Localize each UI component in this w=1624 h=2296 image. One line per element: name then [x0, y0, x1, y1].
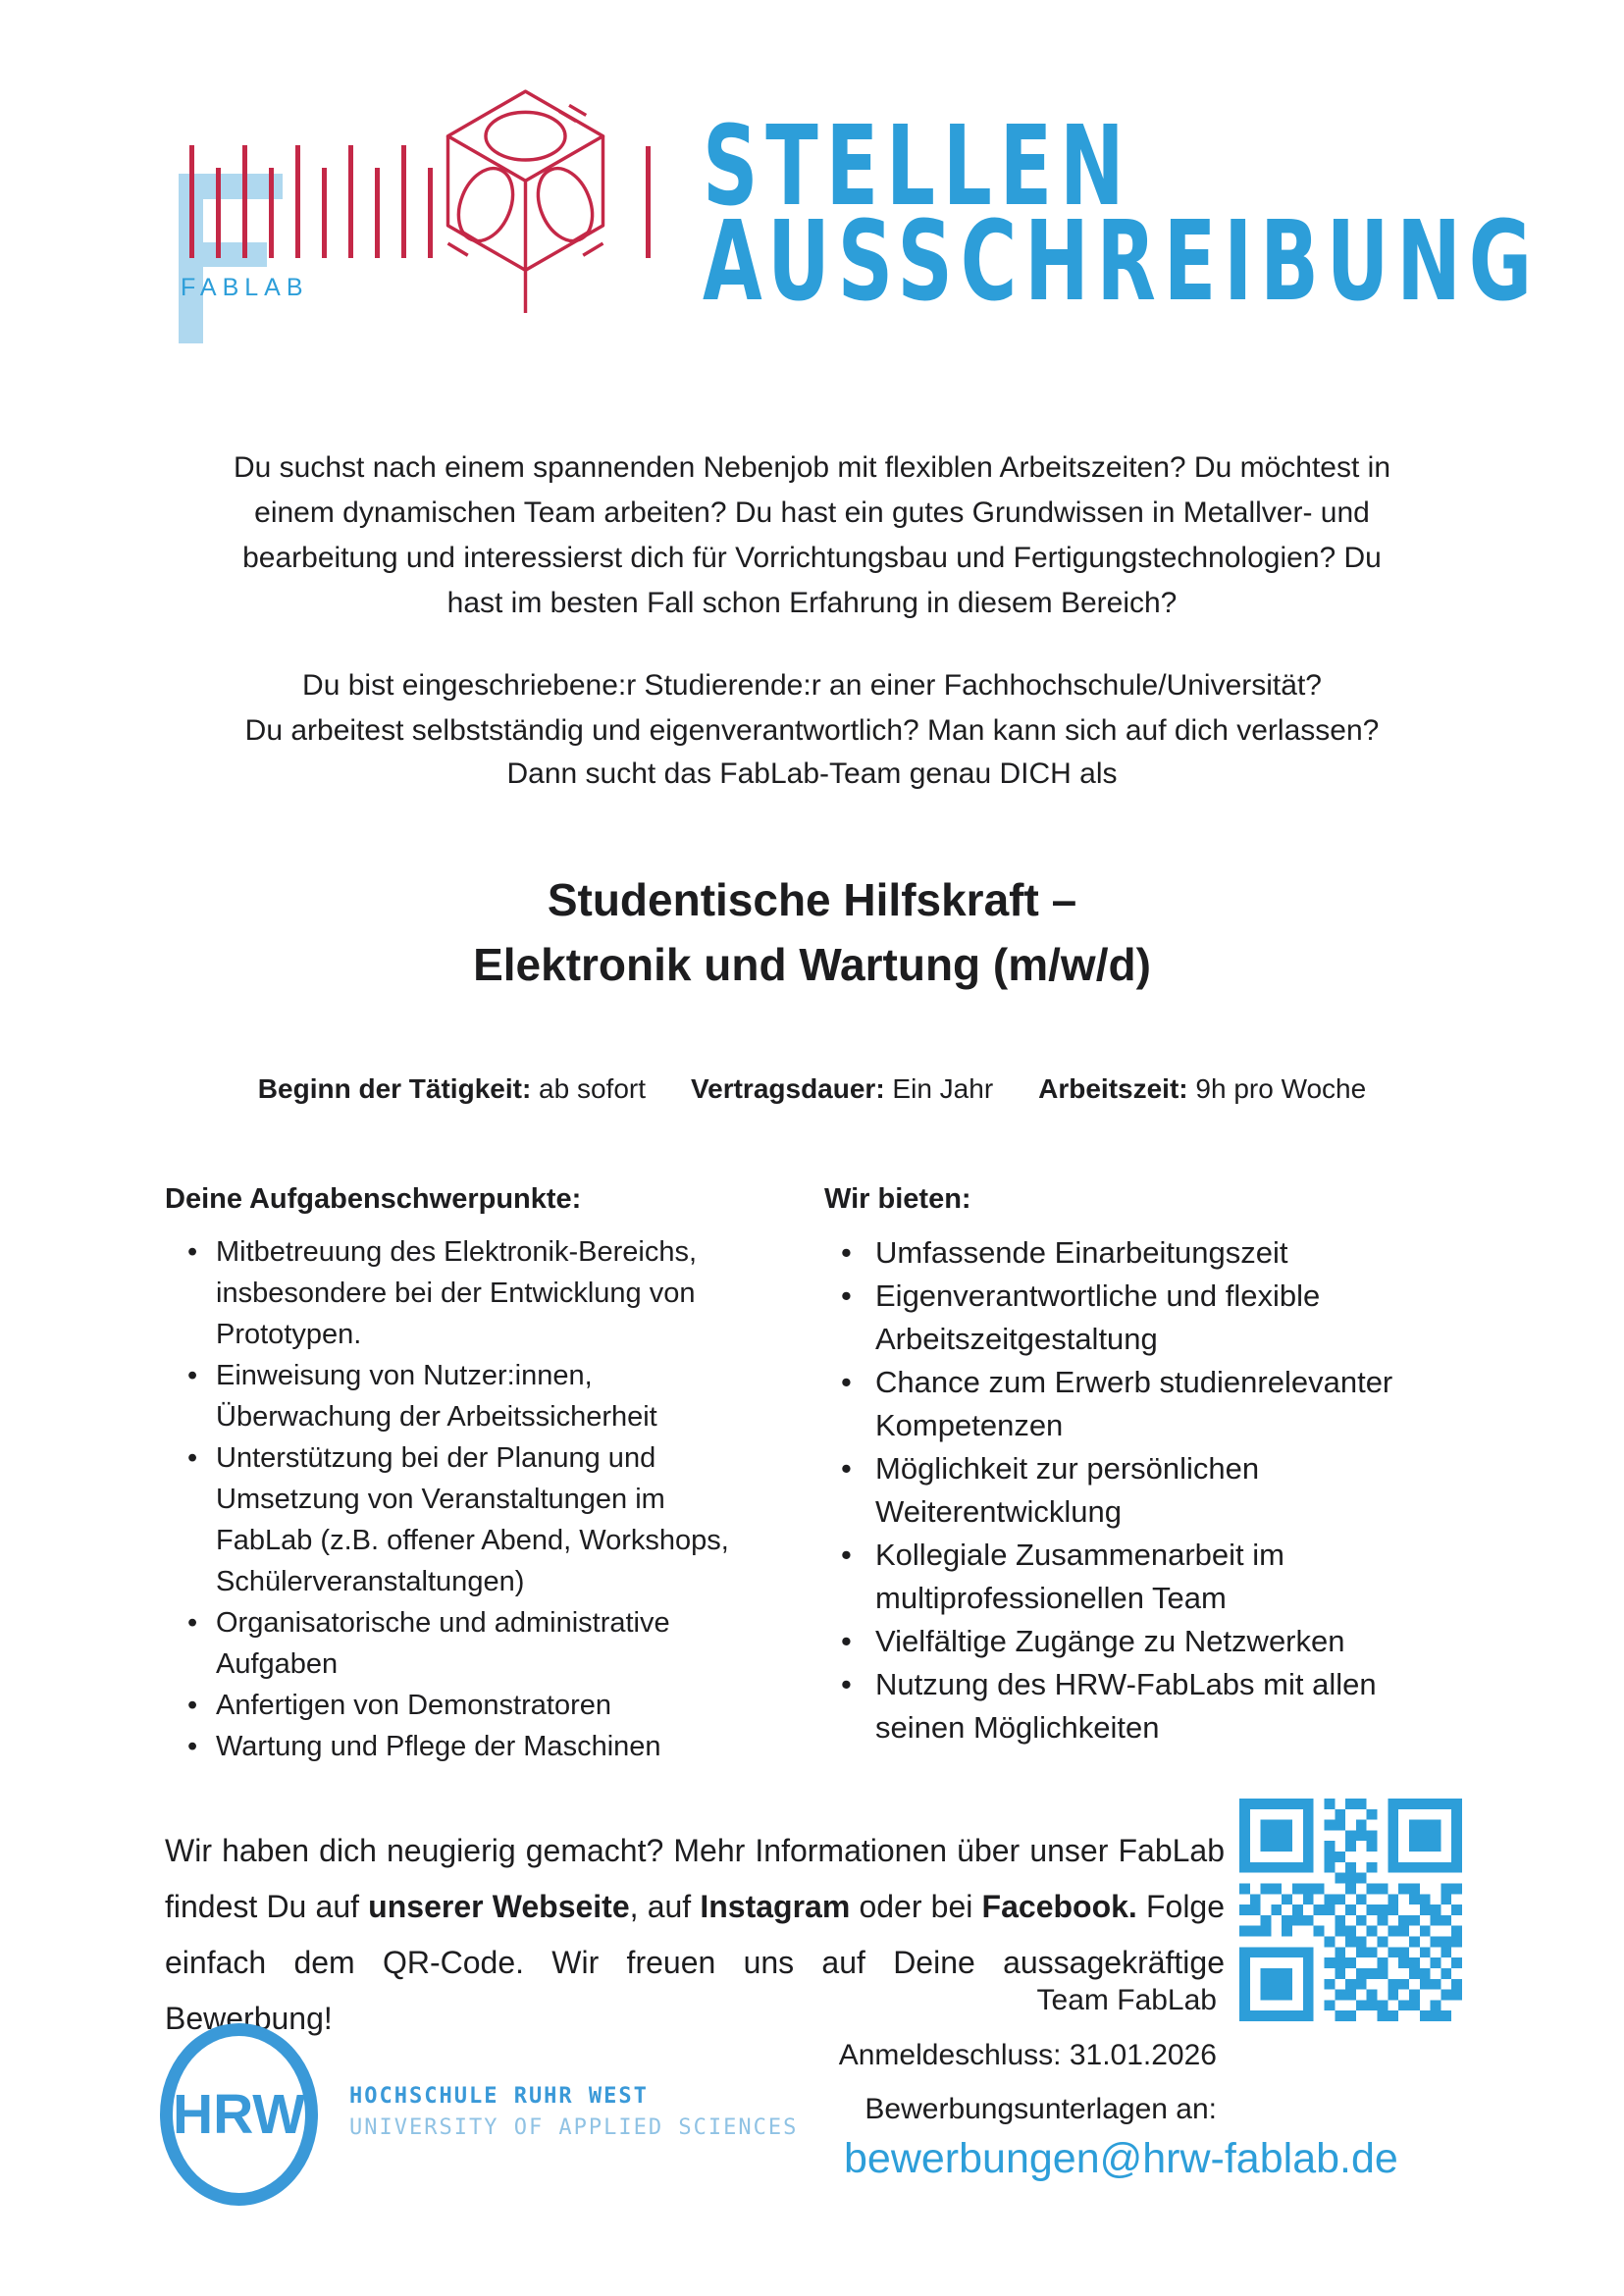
fact-value: Ein Jahr	[892, 1073, 994, 1104]
fact-label: Vertragsdauer:	[691, 1073, 885, 1104]
outro-bold-webseite: unserer Webseite	[368, 1889, 630, 1924]
barcode-line	[242, 145, 247, 258]
barcode-line	[216, 168, 221, 258]
outro-bold-instagram: Instagram	[700, 1889, 851, 1924]
intro-line: hast im besten Fall schon Erfahrung in diesem Bereich?	[446, 587, 1178, 619]
barcode-line	[646, 146, 651, 258]
offer-item: • Vielfältige Zugänge zu Netzwerken	[875, 1620, 1444, 1663]
offers-column	[824, 1183, 1452, 1749]
barcode-line	[375, 168, 380, 258]
task-item: • Wartung und Pflege der Maschinen	[216, 1726, 746, 1767]
fact-hours	[1038, 1073, 1366, 1105]
barcode-line	[295, 145, 300, 258]
offer-item: • Möglichkeit zur persönlichen Weiterentwicklung	[875, 1447, 1444, 1534]
qr-code	[1239, 1799, 1462, 2021]
fablab-cube-logo-icon	[424, 81, 628, 315]
tasks-list	[165, 1231, 746, 1767]
intro-line: Du bist eingeschriebene:r Studierende:r an einer Fachhochschule/Universität?	[302, 669, 1322, 702]
task-item: • Organisatorische und administrative Aufgaben	[216, 1602, 746, 1685]
fact-label: Beginn der Tätigkeit:	[257, 1073, 532, 1104]
intro-line: Du arbeitest selbstständig und eigenverantwortlich? Man kann sich auf dich verlassen?	[244, 714, 1380, 747]
intro-paragraph-1	[0, 445, 1624, 626]
offers-heading: Wir bieten:	[824, 1183, 971, 1215]
offer-item: • Umfassende Einarbeitungszeit	[875, 1231, 1444, 1275]
offer-item: • Kollegiale Zusammenarbeit im multiprofessionellen Team	[875, 1534, 1444, 1620]
job-title-line1: Studentische Hilfskraft –	[547, 874, 1077, 925]
intro-line: bearbeitung und interessierst dich für Vorrichtungsbau und Fertigungstechnologien? Du	[242, 542, 1382, 574]
task-item: • Einweisung von Nutzer:innen, Überwachung der Arbeitssicherheit	[216, 1355, 746, 1437]
fact-start	[258, 1073, 646, 1105]
hrw-name: HOCHSCHULE RUHR WEST	[349, 2084, 649, 2109]
outro-text: , auf	[629, 1889, 701, 1924]
lead-in-line: Dann sucht das FabLab-Team genau DICH als	[506, 757, 1118, 790]
intro-line: Du suchst nach einem spannenden Nebenjob mit flexiblen Arbeitszeiten? Du möchtest in	[233, 451, 1391, 484]
fact-duration	[691, 1073, 993, 1105]
outro-text: Wir haben dich neugierig gemacht? Mehr Informationen über unser FabLab findest Du auf	[165, 1833, 1225, 1924]
fact-label: Arbeitszeit:	[1038, 1073, 1188, 1104]
application-email-link[interactable]: bewerbungen@hrw-fablab.de	[844, 2135, 1398, 2182]
offer-item: • Chance zum Erwerb studienrelevanter Kompetenzen	[875, 1361, 1444, 1447]
outro-text: oder bei	[850, 1889, 982, 1924]
tasks-column	[165, 1183, 754, 1767]
hrw-logo-text: HRW	[172, 2083, 306, 2146]
job-facts-row	[0, 1073, 1624, 1105]
fact-value: 9h pro Woche	[1195, 1073, 1367, 1104]
send-documents-label: Bewerbungsunterlagen an:	[864, 2093, 1217, 2125]
barcode-line	[269, 168, 274, 258]
task-item: • Mitbetreuung des Elektronik-Bereichs, insbesondere bei der Entwicklung von Prototypen.	[216, 1231, 746, 1355]
fact-value: ab sofort	[539, 1073, 646, 1104]
masthead-line1: STELLEN	[703, 103, 1132, 231]
masthead-line2: AUSSCHREIBUNG	[703, 198, 1540, 326]
intro-paragraph-2	[0, 663, 1624, 754]
application-deadline: Anmeldeschluss: 31.01.2026	[838, 2039, 1217, 2071]
intro-line: einem dynamischen Team arbeiten? Du hast ein gutes Grundwissen in Metallver- und	[254, 496, 1370, 529]
signature-team: Team FabLab	[1036, 1984, 1217, 2016]
masthead-title	[703, 103, 1540, 326]
task-item: • Anfertigen von Demonstratoren	[216, 1685, 746, 1726]
barcode-line	[348, 145, 353, 258]
barcode-line	[322, 168, 327, 258]
job-title-line2: Elektronik und Wartung (m/w/d)	[473, 939, 1151, 990]
tasks-heading: Deine Aufgabenschwerpunkte:	[165, 1183, 582, 1215]
offer-item: • Nutzung des HRW-FabLabs mit allen seinen Möglichkeiten	[875, 1663, 1444, 1749]
barcode-line	[401, 145, 406, 258]
outro-bold-facebook: Facebook.	[981, 1889, 1137, 1924]
hrw-subtitle: UNIVERSITY OF APPLIED SCIENCES	[349, 2115, 799, 2140]
job-title	[0, 867, 1624, 997]
offers-list	[824, 1231, 1444, 1749]
hrw-logo-icon	[160, 2023, 318, 2206]
outro-text: Folge einfach dem QR-Code. Wir freuen uns auf Deine aussagekräftige Bewerbung!	[165, 1889, 1226, 2036]
offer-item: • Eigenverantwortliche und flexible Arbeitszeitgestaltung	[875, 1275, 1444, 1361]
task-item: • Unterstützung bei der Planung und Umsetzung von Veranstaltungen im FabLab (z.B. offener Abend, Workshops, Schülerveranstaltungen)	[216, 1437, 746, 1602]
fablab-wordmark: FABLAB	[181, 274, 309, 301]
barcode-line	[189, 145, 194, 258]
